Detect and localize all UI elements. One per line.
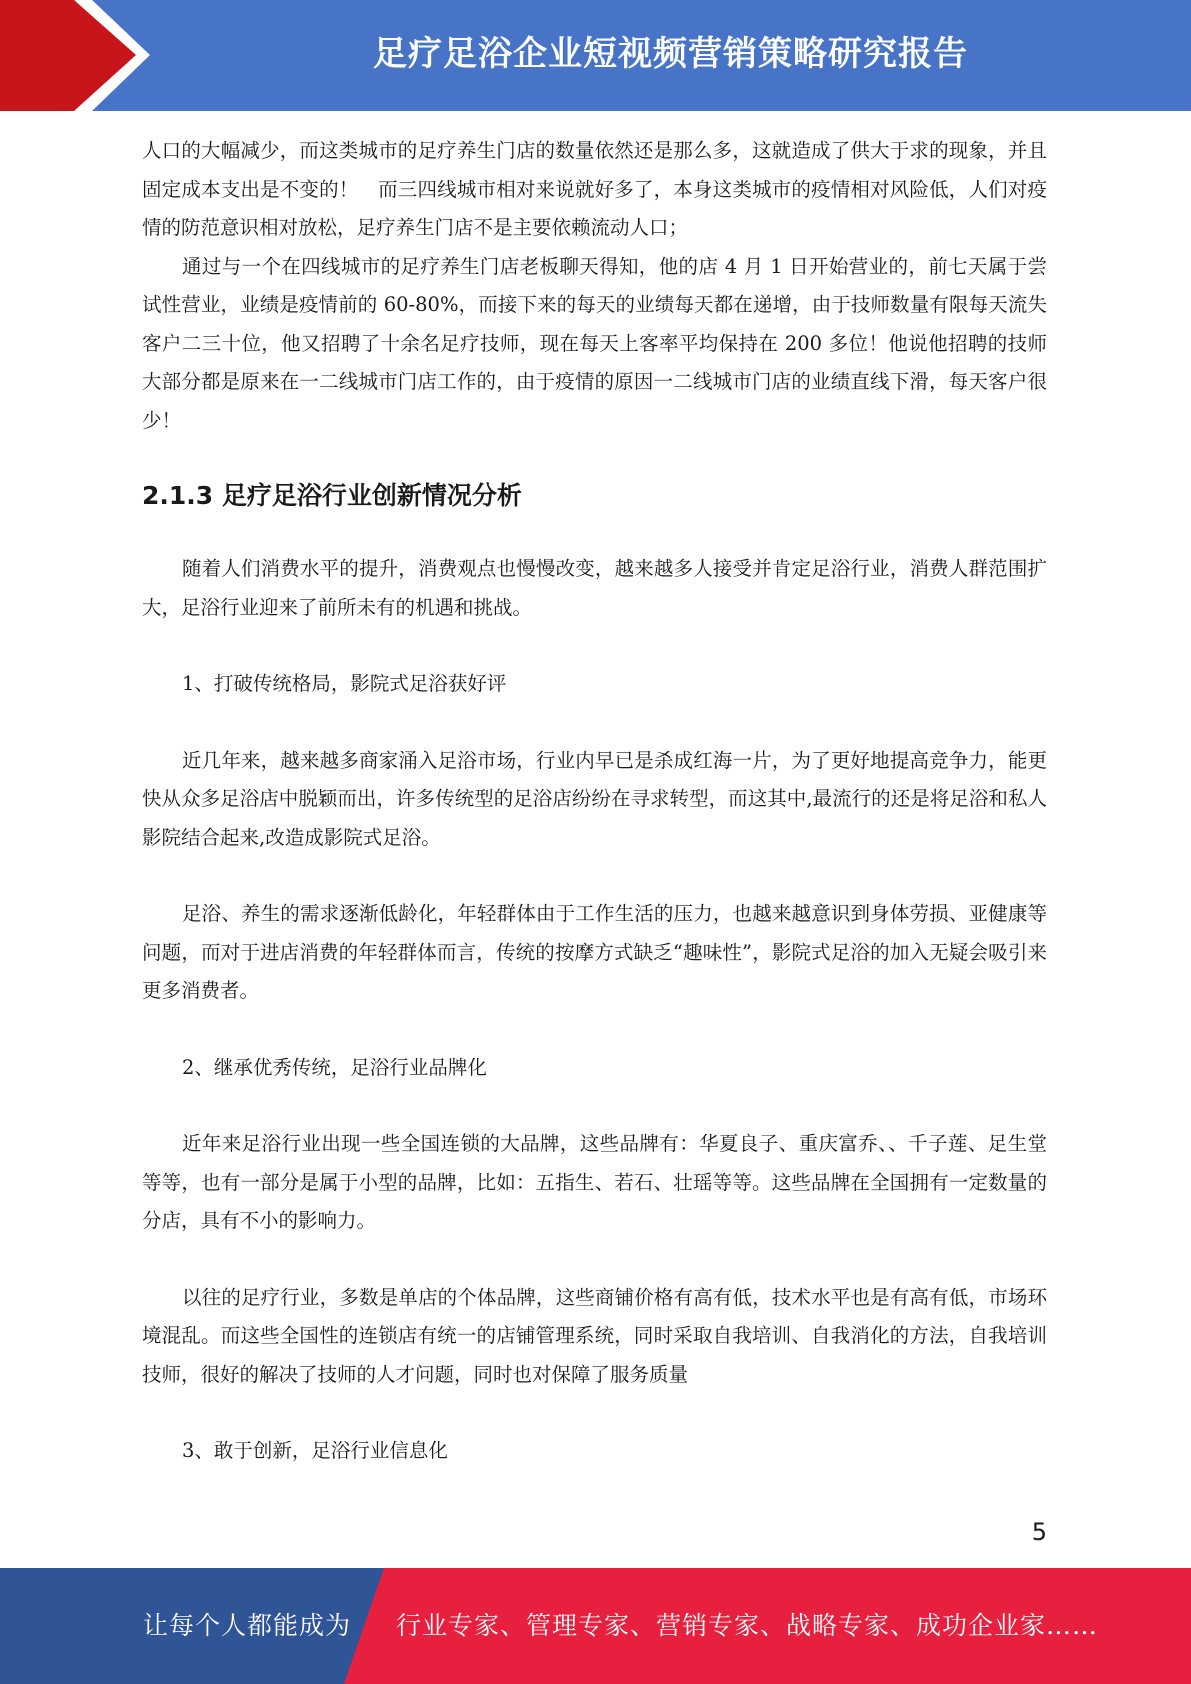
document-body — [142, 132, 1047, 1471]
paragraph: 足浴、养生的需求逐渐低龄化，年轻群体由于工作生活的压力，也越来越意识到身体劳损、亚健康等问题，而对于进店消费的年轻群体而言，传统的按摩方式缺乏“趣味性”，影院式足浴的加入无疑会吸引来更多消费者。 — [142, 902, 1047, 1002]
footer-slogan-right: 行业专家、管理专家、营销专家、战略专家、成功企业家…… — [396, 1611, 1099, 1640]
list-item-heading: 2、继承优秀传统，足浴行业品牌化 — [182, 1055, 487, 1079]
paragraph: 近几年来，越来越多商家涌入足浴市场，行业内早已是杀成红海一片，为了更好地提高竞争力，能更快从众多足浴店中脱颖而出，许多传统型的足浴店纷纷在寻求转型，而这其中,最流行的还是将足浴和私人影院结合起来,改造成影院式足浴。 — [142, 748, 1047, 849]
section-heading: 2.1.3 足疗足浴行业创新情况分析 — [142, 481, 522, 510]
page-header — [0, 0, 1191, 111]
paragraph: 人口的大幅减少，而这类城市的足疗养生门店的数量依然还是那么多，这就造成了供大于求的现象，并且固定成本支出是不变的！ 而三四线城市相对来说就好多了，本身这类城市的疫情相对风险低，人们对疫情的防范意识相对放松，足疗养生门店不是主要依赖流动人口； — [142, 139, 1047, 239]
paragraph: 随着人们消费水平的提升，消费观点也慢慢改变，越来越多人接受并肯定足浴行业，消费人群范围扩大，足浴行业迎来了前所未有的机遇和挑战。 — [142, 557, 1047, 619]
report-title: 足疗足浴企业短视频营销策略研究报告 — [373, 34, 968, 74]
paragraph: 以往的足疗行业，多数是单店的个体品牌，这些商铺价格有高有低，技术水平也是有高有低，市场环境混乱。而这些全国性的连锁店有统一的店铺管理系统，同时采取自我培训、自我消化的方法，自我培训技师，很好的解决了技师的人才问题，同时也对保障了服务质量 — [142, 1285, 1047, 1386]
paragraph: 通过与一个在四线城市的足疗养生门店老板聊天得知，他的店 4 月 1 日开始营业的，前七天属于尝试性营业，业绩是疫情前的 60-80%，而接下来的每天的业绩每天都在递增，由于技师数量有限每天流失客户二三十位，他又招聘了十余名足疗技师，现在每天上客率平均保持在 200 多位！他说他招聘的技师大部分都是原来在一二线城市门店工作的，由于疫情的原因一二线城市门店的业绩直线下滑，每天客户很少！ — [142, 254, 1047, 432]
page-footer — [0, 1568, 1191, 1684]
header-arrow-icon — [0, 0, 136, 111]
list-item-heading: 1、打破传统格局，影院式足浴获好评 — [182, 672, 507, 695]
footer-slogan-left: 让每个人都能成为 — [143, 1611, 352, 1640]
paragraph: 近年来足浴行业出现一些全国连锁的大品牌，这些品牌有：华夏良子、重庆富乔、、千子莲、足生堂等等，也有一部分是属于小型的品牌，比如：五指生、若石、壮瑶等等。这些品牌在全国拥有一定数量的分店，具有不小的影响力。 — [142, 1132, 1047, 1232]
page-number: 5 — [1031, 1518, 1047, 1546]
list-item-heading: 3、敢于创新，足浴行业信息化 — [182, 1439, 448, 1462]
